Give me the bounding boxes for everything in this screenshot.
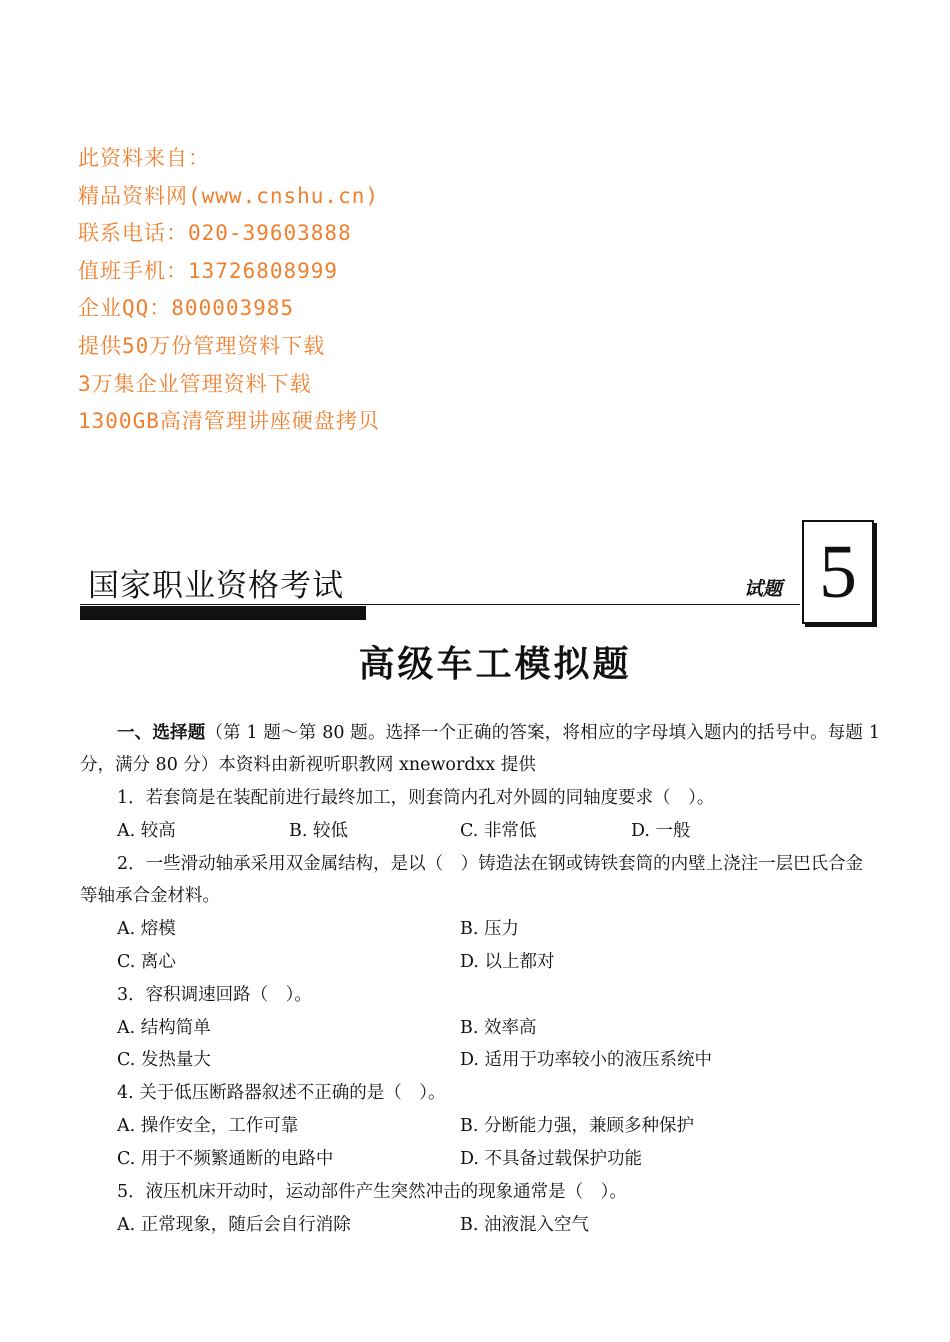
promo-line: 3万集企业管理资料下载 [78,371,312,396]
promo-line: 值班手机：13726808999 [78,258,339,283]
question-option: C. 离心 [117,952,176,972]
promo-line: 联系电话：020-39603888 [78,221,352,246]
question-stem: 2．一些滑动轴承采用双金属结构，是以（ ）铸造法在钢或铸铁套筒的内壁上浇注一层巴氏合金等轴承合金材料。 [80,854,864,907]
promo-line: 精品资料网(www.cnshu.cn) [78,183,380,208]
question-stem: 3．容积调速回路（ ）。 [117,985,312,1005]
section-instructions: （第 1 题～第 80 题。选择一个正确的答案，将相应的字母填入题内的括号中。每题 1 分，满分 80 分）本资料由新视听职教网 xnewordxx 提供 [80,723,881,776]
question-option: A. 较高 [117,821,176,841]
promo-line: 1300GB高清管理讲座硬盘拷贝 [78,409,380,434]
question-option: D. 以上都对 [460,952,555,972]
question-option: A. 结构简单 [117,1018,211,1038]
question-option: B. 较低 [289,821,348,841]
promo-block [78,140,380,441]
section-intro [80,717,880,782]
question-stem: 5．液压机床开动时，运动部件产生突然冲击的现象通常是（ ）。 [117,1182,627,1202]
question-option: D. 不具备过载保护功能 [460,1149,643,1169]
question-option: B. 分断能力强，兼顾多种保护 [460,1116,694,1136]
promo-line: 企业QQ：800003985 [78,296,295,321]
question-option: C. 用于不频繁通断的电路中 [117,1149,334,1169]
promo-line: 提供50万份管理资料下载 [78,333,326,358]
question-option: B. 油液混入空气 [460,1215,589,1235]
document-title: 高级车工模拟题 [358,643,632,685]
header-bar [80,606,366,620]
question-stem: 1．若套筒是在装配前进行最终加工，则套筒内孔对外圆的同轴度要求（ ）。 [117,788,715,808]
question-option: D. 适用于功率较小的液压系统中 [460,1050,713,1070]
exam-number: 5 [819,530,857,614]
question-option: C. 非常低 [460,821,537,841]
exam-label: 试题 [744,578,783,600]
exam-series-title: 国家职业资格考试 [88,568,344,604]
question-option: D. 一般 [631,821,691,841]
question-option: B. 压力 [460,919,519,939]
question-stem: 4. 关于低压断路器叙述不正确的是（ ）。 [117,1083,446,1103]
exam-number-box [802,520,874,624]
question-option: A. 正常现象，随后会自行消除 [117,1215,351,1235]
question-option: C. 发热量大 [117,1050,211,1070]
question-option: A. 熔模 [117,919,176,939]
question-option: B. 效率高 [460,1018,537,1038]
question-option: A. 操作安全，工作可靠 [117,1116,299,1136]
header-rule [80,604,800,605]
section-heading: 一、选择题 [117,723,206,743]
promo-line: 此资料来自： [78,146,210,170]
